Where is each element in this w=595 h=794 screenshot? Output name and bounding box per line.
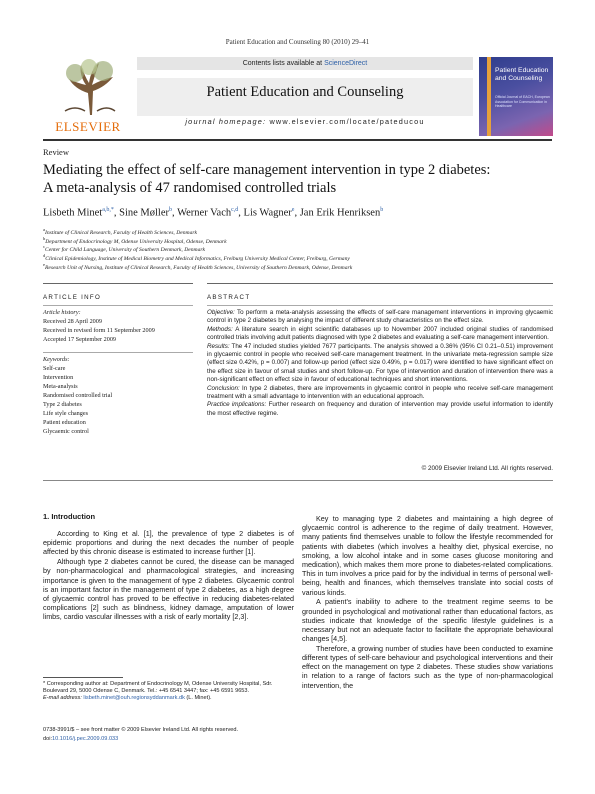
homepage-url[interactable]: www.elsevier.com/locate/pateducou	[269, 117, 425, 126]
title-line-1: Mediating the effect of self-care management intervention in type 2 diabetes:	[43, 162, 491, 178]
keywords-divider	[43, 352, 193, 353]
history-item: Accepted 17 September 2009	[43, 336, 117, 343]
article-info-heading: ARTICLE INFO	[43, 294, 102, 301]
conclusion-text: In type 2 diabetes, there are improvements in glycaemic control in people who receive self-care management treatment with a small advantage to intervention with an educational approach.	[207, 384, 553, 401]
doi-line	[43, 736, 294, 743]
author-affil-mark[interactable]: b	[380, 207, 384, 213]
affiliation-text: Department of Endocrinology M, Odense University Hospital, Odense, Denmark	[45, 238, 227, 245]
body-column-right	[302, 514, 553, 690]
abstract-practice	[207, 401, 553, 418]
author-name: Lisbeth Minet	[43, 207, 103, 219]
affiliation-text: Research Unit of Nursing, Institute of Clinical Research, Faculty of Health Sciences, University of Southern Denmark, Odense, Denmark	[45, 264, 353, 271]
body-paragraph: A patient's inability to adhere to the treatment regime seems to be grounded in psychological and motivational rather than educational factors, as studies indicate that knowledge of the specific lifestyle guidelines is a necessary but not an adequate factor to facilitate the appropriate behavioural changes [4,5].	[302, 597, 553, 644]
article-section: Review	[43, 147, 69, 157]
affiliation-mark: e	[43, 262, 45, 267]
cover-title: Patient Education and Counseling	[495, 67, 549, 82]
corresponding-author: * Corresponding author at: Department of Endocrinology M, Odense University Hospital, Sdr. Boulevard 29, 5000 Odense C, Denmark. Tel.: +45 6541 3447; fax: +45 6591 9653.	[43, 681, 273, 695]
doi-prefix: doi:	[43, 736, 53, 742]
publisher-wordmark: ELSEVIER	[55, 119, 121, 134]
keywords-label: Keywords:	[43, 356, 70, 363]
keyword: Intervention	[43, 374, 74, 381]
title-line-2: A meta-analysis of 47 randomised controlled trials	[43, 180, 337, 196]
contents-bar	[137, 57, 473, 70]
running-header: Patient Education and Counseling 80 (2010) 29–41	[225, 38, 370, 46]
body-paragraph: Therefore, a growing number of studies have been conducted to examine different types of self-care behaviour and psychological interventions and their effect on the management on type 2 diabetes. These studies show variations in relation to a range of factors such as the type of non-pharmacological intervention, the	[302, 643, 553, 690]
body-column-left	[43, 529, 294, 622]
history-item: Received 28 April 2009	[43, 318, 102, 325]
author-affil-mark[interactable]: c,d	[231, 207, 239, 213]
journal-homepage	[137, 117, 473, 126]
intro-heading: 1. Introduction	[43, 512, 96, 521]
objective-text: To perform a meta-analysis assessing the effects of self-care management interventions in improving glycaemic control in type 2 diabetes by analysing the impact of different study characteristics on the effect size.	[207, 309, 553, 325]
abstract-results	[207, 343, 553, 385]
keyword: Patient education	[43, 419, 86, 426]
author-affil-mark[interactable]: a,b,*	[102, 207, 114, 213]
abstract-methods	[207, 326, 553, 343]
body-paragraph: According to King et al. [1], the prevalence of type 2 diabetes is of epidemic proportions and during the next decades the number of people affected by this chronic disease is estimated to increase further [1].	[43, 529, 294, 557]
masthead-divider	[43, 139, 552, 141]
results-label: Results:	[207, 342, 230, 350]
contents-prefix: Contents lists available at	[242, 60, 325, 67]
author-affil-mark[interactable]: e	[291, 207, 295, 213]
history-label: Article history:	[43, 309, 81, 316]
keyword: Glycaemic control	[43, 428, 89, 435]
journal-cover-thumbnail	[479, 57, 553, 136]
author-name: Jan Erik Henriksen	[299, 207, 381, 219]
keyword: Life style changes	[43, 410, 89, 417]
body-paragraph: Although type 2 diabetes cannot be cured, the disease can be managed by non-pharmacological and pharmacological strategies, and increasing importance is given to the management of type 2 diabetes. Glycaemic control is an important factor in the management of type 2 diabetes, as a high degree of glycaemic control has proved to be effective in reducing diabetes-related complications [2] such as blindness, kidney damage, amputation of lower limbs, cardio vascular illnesses with a risk of early mortality [2,3].	[43, 557, 294, 622]
email-label: E-mail address:	[43, 695, 82, 702]
email-link[interactable]: lisbeth.minet@ouh.regionsyddanmark.dk	[81, 695, 185, 702]
sciencedirect-link[interactable]: ScienceDirect	[324, 60, 368, 67]
abstract-conclusion	[207, 385, 553, 402]
history-item: Received in revised form 11 September 2009	[43, 327, 155, 334]
journal-info-box	[137, 57, 473, 136]
author-name: Lis Wagner	[243, 207, 292, 219]
author-name: Sine Møller	[119, 207, 169, 219]
affiliation-text: Center for Child Language, University of Southern Denmark, Denmark	[45, 246, 206, 253]
corresponding-footnote	[43, 681, 294, 703]
practice-text: Further research on frequency and duration of intervention may provide useful information to identify the most effective regime.	[207, 401, 553, 417]
cover-subtitle: Official Journal of EACH, European Association for Communication in Healthcare	[495, 95, 550, 108]
affiliation-text: Clinical Epidemiology, Institute of Medical Biometry and Medical Informatics, Freiburg University Medical Center, Freiburg, Germany	[45, 255, 350, 262]
affiliation	[43, 260, 553, 273]
methods-label: Methods:	[207, 325, 233, 333]
email-suffix: (L. Minet).	[184, 695, 212, 702]
article-title	[43, 161, 553, 197]
journal-masthead	[43, 57, 553, 136]
body-paragraph: Key to managing type 2 diabetes and maintaining a high degree of glycaemic control is adherence to the regime of daily treatment. However, many patients find themselves unable to follow the lifestyle recommended for patients with diabetes (which involves a healthy diet, physical exercise, no smoking, a low alcohol intake and in some cases glucose monitoring and medication), which makes them more prone to diabetes-related complications. This in turn involves a price paid for by the individual in terms of personal well-being, health and finances, which themselves translate into social costs of various kinds.	[302, 514, 553, 597]
conclusion-label: Conclusion:	[207, 384, 240, 392]
elsevier-tree-icon	[55, 59, 125, 117]
practice-label: Practice implications:	[207, 401, 267, 409]
abstract-objective	[207, 309, 553, 326]
homepage-prefix: journal homepage:	[185, 117, 270, 126]
abstract-bottom-rule	[43, 480, 553, 481]
affiliation-mark: a	[43, 227, 45, 232]
footnote-rule	[43, 677, 123, 678]
objective-label: Objective:	[207, 309, 235, 316]
author-list: Lisbeth Minet$^{a,b,*}$, Sine Møller$^b$, Werner Vach$^{c,d}$, Lis Wagner$^e$, Jan Erik Henriksen$^b$	[43, 207, 384, 219]
issn-line: 0738-3991/$ – see front matter © 2009 Elsevier Ireland Ltd. All rights reserved.	[43, 727, 239, 733]
cover-band	[487, 57, 491, 136]
affiliation-mark: b	[43, 236, 46, 241]
elsevier-logo	[43, 57, 133, 136]
article-info-rule	[43, 283, 193, 284]
affiliation-mark: d	[43, 253, 46, 258]
keyword: Meta-analysis	[43, 383, 78, 390]
article-info-divider	[43, 305, 193, 306]
abstract-divider	[207, 305, 553, 306]
keyword: Self-care	[43, 365, 66, 372]
methods-text: A literature search in eight scientific databases up to November 2007 included original studies of randomised controlled trials involving adult patients diagnosed with type 2 diabetes and evaluating a self-care management intervention.	[207, 325, 553, 342]
abstract-rule	[207, 283, 553, 284]
abstract-body	[207, 309, 553, 418]
keyword: Randomised controlled trial	[43, 392, 113, 399]
affiliation-text: Institute of Clinical Research, Faculty of Health Sciences, Denmark	[45, 229, 198, 236]
abstract-heading: ABSTRACT	[207, 294, 251, 301]
affiliation-mark: c	[43, 244, 45, 249]
results-text: The 47 included studies yielded 7677 participants. The analysis showed a 0.36% (95% CI 0.21–0.51) improvement in glycaemic control in people who received self-care management treatment. In the univariate meta-regression sample size (effect size 0.42%, p = 0.007) and follow-up period (effect size 0.49%, p = 0.017) were identified to have significant effect on the effect size in favour of small studies and short follow-up. For type of intervention and duration of intervention there was a non-significant effect on effect size in favour of educational techniques and short interventions.	[207, 342, 553, 384]
doi-link[interactable]: 10.1016/j.pec.2009.09.033	[52, 736, 119, 742]
abstract-copyright: © 2009 Elsevier Ireland Ltd. All rights reserved.	[421, 465, 553, 472]
journal-title: Patient Education and Counseling	[137, 78, 473, 116]
keyword: Type 2 diabetes	[43, 401, 82, 408]
email-line	[43, 695, 294, 702]
author-name: Werner Vach	[177, 207, 232, 219]
author-affil-mark[interactable]: b	[169, 207, 172, 213]
